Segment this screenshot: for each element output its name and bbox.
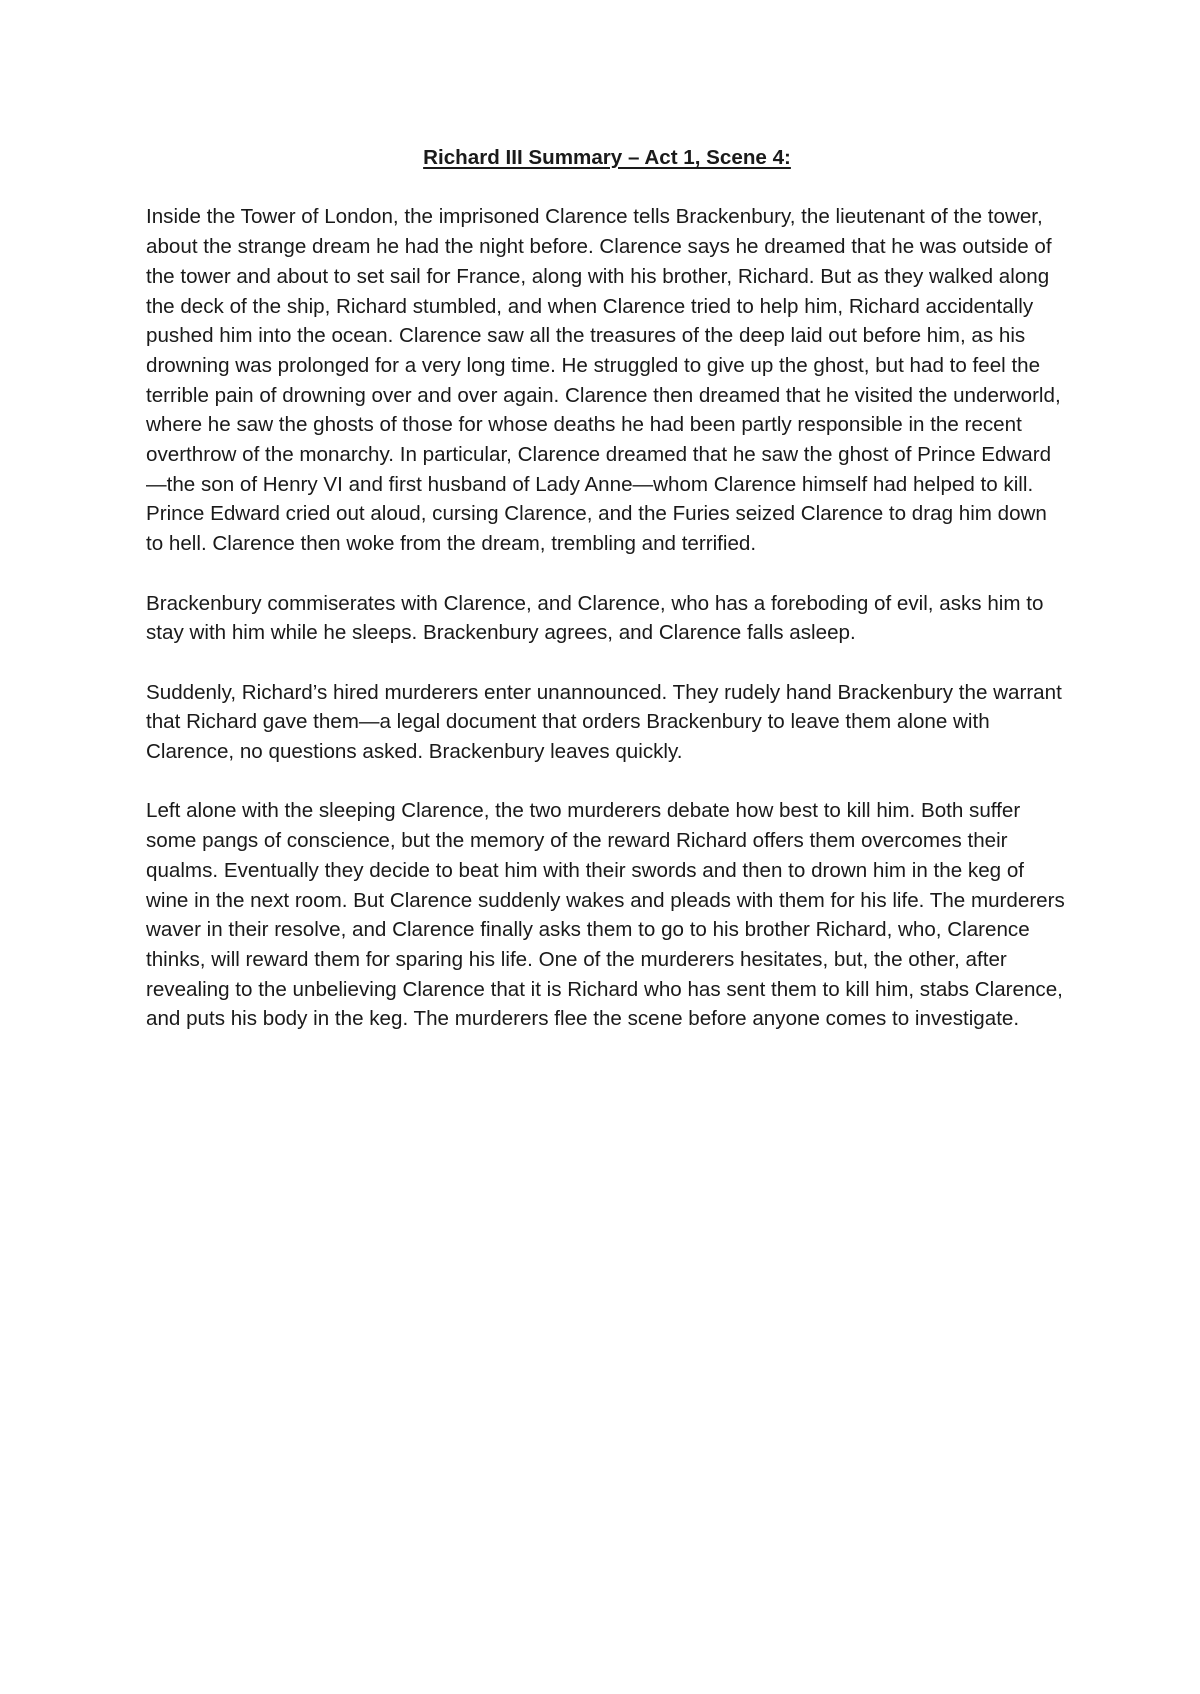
paragraph-brackenbury: Brackenbury commiserates with Clarence, and Clarence, who has a foreboding of evil, asks him to stay with him while he sleeps. Brackenbury agrees, and Clarence falls asleep. (146, 591, 1044, 645)
document-title: Richard III Summary – Act 1, Scene 4: (423, 146, 791, 169)
paragraph-murder: Left alone with the sleeping Clarence, the two murderers debate how best to kill him. Both suffer some pangs of conscience, but the memory of the reward Richard offers them overcomes their qualms. Eventually they decide to beat him with their swords and then to drown him in the keg of wine in the next room. But Clarence suddenly wakes and pleads with them for his life. The murderers waver in their resolve, and Clarence finally asks them to go to his brother Richard, who, Clarence thinks, will reward them for sparing his life. One of the murderers hesitates, but, the other, after revealing to the unbelieving Clarence that it is Richard who has sent them to kill him, stabs Clarence, and puts his body in the keg. The murderers flee the scene before anyone comes to investigate. (146, 799, 1065, 1031)
paragraph-dream: Inside the Tower of London, the imprisoned Clarence tells Brackenbury, the lieutenant of the tower, about the strange dream he had the night before. Clarence says he dreamed that he was outside of the tower and about to set sail for France, along with his brother, Richard. But as they walked along the deck of the ship, Richard stumbled, and when Clarence tried to help him, Richard accidentally pushed him into the ocean. Clarence saw all the treasures of the deep laid out before him, as his drowning was prolonged for a very long time. He struggled to give up the ghost, but had to feel the terrible pain of drowning over and over again. Clarence then dreamed that he visited the underworld, where he saw the ghosts of those for whose deaths he had been partly responsible in the recent overthrow of the monarchy. In particular, Clarence dreamed that he saw the ghost of Prince Edward—the son of Henry VI and first husband of Lady Anne—whom Clarence himself had helped to kill. Prince Edward cried out aloud, cursing Clarence, and the Furies seized Clarence to drag him down to hell. Clarence then woke from the dream, trembling and terrified. (146, 205, 1061, 556)
paragraph-murderers-enter: Suddenly, Richard’s hired murderers enter unannounced. They rudely hand Brackenbury the warrant that Richard gave them—a legal document that orders Brackenbury to leave them alone with Clarence, no questions asked. Brackenbury leaves quickly. (146, 680, 1062, 764)
document-body (146, 143, 1068, 1064)
